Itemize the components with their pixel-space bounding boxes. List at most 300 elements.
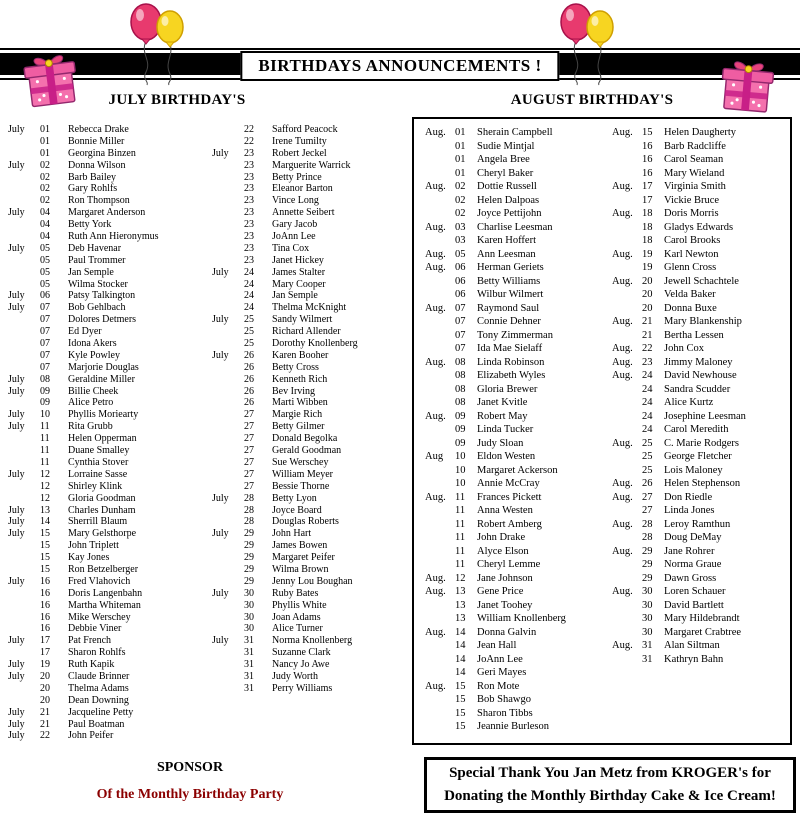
day-number: 10 [455, 451, 466, 462]
month-label [8, 445, 40, 457]
person-name: Norma Graue [664, 559, 722, 570]
month-label: July [8, 575, 25, 587]
month-label [612, 450, 642, 464]
day-number: 02 [455, 181, 466, 192]
month-label [612, 599, 642, 613]
birthday-row [8, 231, 208, 243]
person-name: Jane Johnson [477, 572, 533, 584]
birthday-row [212, 207, 408, 219]
day-number: 04 [40, 219, 50, 231]
month-label [612, 653, 642, 667]
person-name: Judy Worth [272, 670, 318, 682]
birthday-row [8, 183, 208, 195]
birthday-row [425, 693, 607, 707]
day-number: 16 [40, 575, 50, 587]
birthday-row [212, 481, 408, 493]
person-name: Idona Akers [68, 338, 117, 350]
month-label: Aug. [425, 262, 446, 273]
day-number: 24 [244, 266, 254, 278]
birthday-row [612, 599, 788, 613]
month-label [425, 194, 455, 208]
birthday-row [212, 314, 408, 326]
month-label [212, 671, 244, 683]
birthday-row [425, 356, 607, 370]
person-name: Eleanor Barton [272, 183, 333, 195]
day-number: 02 [40, 183, 50, 195]
person-name: Suzanne Clark [272, 647, 331, 659]
person-name: Donna Galvin [477, 626, 537, 638]
person-name: Herman Geriets [477, 262, 544, 273]
person-name: Vince Long [272, 195, 319, 207]
person-name: Dolores Detmers [68, 314, 137, 326]
month-label [425, 342, 455, 356]
person-name: Georgina Binzen [68, 147, 136, 159]
day-number: 06 [40, 290, 50, 302]
person-name: Geraldine Miller [68, 373, 135, 385]
person-name: Ed Dyer [68, 326, 102, 338]
person-name: Marti Wibben [272, 397, 328, 409]
month-label [212, 445, 244, 457]
person-name: Betty Gilmer [272, 421, 325, 433]
month-label [425, 369, 455, 383]
day-number: 15 [40, 540, 50, 552]
birthday-row [212, 445, 408, 457]
person-name: Douglas Roberts [272, 516, 339, 528]
month-label [425, 207, 455, 221]
person-name: Ron Betzelberger [68, 563, 139, 575]
month-label [212, 433, 244, 445]
day-number: 05 [40, 254, 50, 266]
person-name: Alice Turner [272, 623, 323, 635]
month-label: July [212, 314, 229, 326]
birthday-row [612, 315, 788, 329]
person-name: Gerald Goodman [272, 445, 342, 457]
birthday-row [612, 126, 788, 140]
month-label: Aug. [425, 680, 446, 692]
month-label [425, 167, 455, 181]
day-number: 03 [455, 235, 466, 246]
day-number: 19 [642, 262, 653, 273]
month-label [425, 531, 455, 545]
day-number: 25 [244, 314, 254, 326]
birthday-row [212, 409, 408, 421]
person-name: Raymond Saul [477, 302, 540, 314]
birthday-row [212, 647, 408, 659]
birthday-row [212, 172, 408, 184]
month-label [612, 558, 642, 572]
month-label [212, 183, 244, 195]
month-label: Aug. [612, 478, 633, 489]
birthday-row [8, 445, 208, 457]
day-number: 22 [40, 730, 50, 742]
month-label [612, 194, 642, 208]
birthday-row [212, 148, 408, 160]
birthday-row [425, 545, 607, 559]
birthday-row [425, 275, 607, 289]
person-name: James Bowen [272, 540, 328, 552]
person-name: John Cox [664, 343, 704, 354]
month-label [212, 172, 244, 184]
person-name: Bob Gehlbach [68, 302, 126, 314]
month-label [612, 410, 642, 424]
month-label [8, 397, 40, 409]
birthday-row [212, 362, 408, 374]
sponsor-block [10, 760, 370, 803]
birthday-row [612, 491, 788, 505]
birthday-row [8, 552, 208, 564]
day-number: 22 [244, 124, 254, 135]
birthday-row [8, 540, 208, 552]
birthday-row [8, 719, 208, 731]
day-number: 23 [244, 254, 254, 266]
month-label: July [8, 730, 25, 742]
month-label [8, 255, 40, 267]
person-name: Mary Hildebrandt [664, 613, 740, 624]
day-number: 11 [455, 532, 466, 543]
birthday-row [612, 639, 788, 653]
month-label [612, 504, 642, 518]
month-label: Aug. [612, 370, 633, 381]
august-birthday-list-col2 [612, 126, 788, 666]
birthday-row [8, 695, 208, 707]
month-label: July [8, 468, 25, 480]
person-name: Claude Brinner [68, 670, 130, 682]
page-title: BIRTHDAYS ANNOUNCEMENTS ! [240, 51, 559, 81]
birthday-row [212, 124, 408, 136]
month-label [212, 195, 244, 207]
person-name: Carol Brooks [664, 235, 721, 246]
birthday-row [212, 576, 408, 588]
person-name: Mike Werschey [68, 611, 131, 623]
month-label [8, 612, 40, 624]
day-number: 18 [642, 235, 653, 246]
day-number: 24 [642, 383, 653, 395]
birthday-row [612, 207, 788, 221]
month-label [612, 383, 642, 397]
birthday-row [612, 342, 788, 356]
birthday-row [212, 540, 408, 552]
month-label: Aug. [612, 316, 633, 327]
person-name: Bev Irving [272, 385, 316, 397]
day-number: 23 [244, 231, 254, 243]
day-number: 29 [244, 552, 254, 564]
birthday-row [425, 342, 607, 356]
birthday-row [8, 374, 208, 386]
month-label [425, 464, 455, 478]
month-label: July [8, 635, 25, 647]
month-label [212, 243, 244, 255]
person-name: Bertha Lessen [664, 329, 724, 341]
person-name: Doug DeMay [664, 532, 722, 543]
birthday-row [8, 386, 208, 398]
person-name: Connie Dehner [477, 316, 541, 327]
month-label [8, 183, 40, 195]
birthday-row [612, 437, 788, 451]
day-number: 29 [244, 563, 254, 575]
day-number: 31 [642, 653, 653, 665]
birthday-row [425, 612, 607, 626]
birthday-row [425, 288, 607, 302]
day-number: 11 [455, 545, 466, 557]
birthday-row [8, 481, 208, 493]
month-label [212, 576, 244, 588]
birthday-row [212, 683, 408, 695]
month-label [612, 396, 642, 410]
person-name: Margaret Ackerson [477, 464, 558, 476]
month-label: Aug. [612, 275, 633, 287]
birthday-row [212, 457, 408, 469]
day-number: 29 [244, 540, 254, 552]
day-number: 30 [642, 626, 653, 638]
day-number: 01 [455, 154, 466, 165]
birthday-row [425, 518, 607, 532]
month-label: Aug. [612, 248, 633, 260]
person-name: Barb Bailey [68, 171, 117, 183]
birthday-row [425, 666, 607, 680]
day-number: 19 [40, 659, 50, 671]
person-name: Robert Amberg [477, 518, 542, 530]
gift-icon [713, 53, 780, 120]
birthday-row [612, 410, 788, 424]
day-number: 01 [455, 140, 466, 152]
person-name: William Knollenberg [477, 613, 566, 624]
person-name: Mary Gelsthorpe [68, 528, 137, 540]
person-name: Bob Shawgo [477, 694, 531, 705]
day-number: 19 [642, 248, 653, 260]
month-label [612, 140, 642, 154]
person-name: Betty Lyon [272, 492, 317, 504]
month-label [612, 302, 642, 316]
balloons-icon [556, 2, 620, 86]
day-number: 24 [244, 290, 254, 302]
day-number: 15 [455, 694, 466, 705]
person-name: Don Riedle [664, 491, 713, 503]
birthday-row [8, 612, 208, 624]
birthday-row [212, 231, 408, 243]
month-label: July [8, 718, 25, 730]
birthday-row [212, 671, 408, 683]
birthday-row [8, 469, 208, 481]
day-number: 31 [244, 647, 254, 659]
birthday-row [8, 421, 208, 433]
person-name: Shirley Klink [68, 480, 123, 492]
birthday-row [612, 329, 788, 343]
person-name: Ida Mae Sielaff [477, 343, 543, 354]
person-name: Sharon Rohlfs [68, 647, 126, 659]
day-number: 20 [40, 670, 50, 682]
person-name: Bonnie Miller [68, 135, 125, 147]
birthday-row [425, 167, 607, 181]
person-name: David Newhouse [664, 370, 737, 381]
person-name: Marjorie Douglas [68, 361, 139, 373]
month-label [8, 493, 40, 505]
day-number: 21 [642, 329, 653, 341]
person-name: Norma Knollenberg [272, 635, 353, 647]
person-name: Judy Sloan [477, 437, 524, 449]
birthday-row [8, 600, 208, 612]
day-number: 24 [244, 278, 254, 290]
month-label: July [8, 290, 25, 302]
month-label: July [212, 349, 229, 361]
person-name: Bessie Thorne [272, 480, 330, 492]
person-name: Karl Newton [664, 248, 719, 260]
person-name: Angela Bree [477, 154, 530, 165]
month-label: Aug. [612, 356, 633, 368]
month-label [212, 623, 244, 635]
person-name: Billie Cheek [68, 385, 119, 397]
person-name: Robert May [477, 410, 528, 422]
month-label [212, 207, 244, 219]
month-label [212, 124, 244, 136]
month-label [212, 255, 244, 267]
month-label [8, 362, 40, 374]
month-label [212, 481, 244, 493]
day-number: 18 [642, 208, 653, 219]
day-number: 01 [455, 127, 466, 138]
day-number: 07 [40, 314, 50, 326]
gift-icon [16, 46, 85, 115]
day-number: 24 [244, 302, 254, 314]
month-label [612, 288, 642, 302]
month-label: Aug. [425, 221, 446, 233]
day-number: 28 [642, 518, 653, 530]
month-label [8, 647, 40, 659]
person-name: Wilbur Wilmert [477, 289, 544, 300]
month-label [212, 421, 244, 433]
day-number: 09 [455, 424, 466, 435]
person-name: Margaret Anderson [68, 207, 146, 219]
person-name: Gary Jacob [272, 219, 318, 231]
month-label [212, 326, 244, 338]
birthday-row [612, 531, 788, 545]
day-number: 07 [40, 326, 50, 338]
person-name: Carol Seaman [664, 154, 724, 165]
month-label [212, 540, 244, 552]
person-name: Paul Trommer [68, 254, 126, 266]
birthday-row [8, 338, 208, 350]
day-number: 27 [244, 421, 254, 433]
person-name: Martha Whiteman [68, 599, 141, 611]
month-label [8, 136, 40, 148]
day-number: 20 [40, 694, 50, 706]
day-number: 08 [455, 370, 466, 381]
month-label [212, 647, 244, 659]
month-label [425, 288, 455, 302]
person-name: Mary Wieland [664, 167, 725, 179]
month-label: July [212, 147, 229, 159]
july-heading: JULY BIRTHDAY'S [108, 92, 246, 108]
person-name: Richard Allender [272, 326, 341, 338]
day-number: 17 [40, 647, 50, 659]
birthday-row [425, 477, 607, 491]
day-number: 30 [244, 623, 254, 635]
birthday-row [8, 195, 208, 207]
day-number: 07 [40, 302, 50, 314]
person-name: Ruby Bates [272, 587, 319, 599]
birthday-row [212, 219, 408, 231]
person-name: Kyle Powley [68, 349, 120, 361]
person-name: Debbie Viner [68, 623, 122, 635]
day-number: 23 [244, 159, 254, 171]
person-name: David Bartlett [664, 599, 724, 611]
day-number: 01 [40, 124, 50, 135]
day-number: 12 [40, 480, 50, 492]
person-name: Sandra Scudder [664, 383, 731, 395]
month-label: July [8, 159, 25, 171]
person-name: Frances Pickett [477, 491, 542, 503]
month-label [425, 329, 455, 343]
month-label [425, 518, 455, 532]
person-name: Helen Daugherty [664, 127, 737, 138]
person-name: Gary Rohlfs [68, 183, 118, 195]
birthday-row [212, 564, 408, 576]
birthday-row [612, 167, 788, 181]
day-number: 20 [642, 275, 653, 287]
person-name: Margaret Peifer [272, 552, 335, 564]
day-number: 31 [244, 682, 254, 694]
birthday-row [612, 302, 788, 316]
day-number: 15 [455, 707, 466, 719]
month-label [212, 457, 244, 469]
person-name: Jeannie Burleson [477, 721, 550, 732]
birthday-row [425, 720, 607, 734]
day-number: 13 [455, 613, 466, 624]
day-number: 11 [40, 421, 50, 433]
person-name: Alan Siltman [664, 640, 720, 651]
birthday-row [612, 464, 788, 478]
month-label [8, 314, 40, 326]
month-label [8, 148, 40, 160]
day-number: 13 [455, 586, 466, 597]
month-label [425, 653, 455, 667]
person-name: Charlise Leesman [477, 221, 553, 233]
person-name: Sandy Wilmert [272, 314, 333, 326]
person-name: Doris Langenbahn [68, 587, 143, 599]
day-number: 08 [40, 373, 50, 385]
person-name: Alyce Elson [477, 545, 529, 557]
day-number: 21 [40, 718, 50, 730]
month-label [8, 326, 40, 338]
birthday-row [425, 383, 607, 397]
day-number: 11 [455, 518, 466, 530]
month-label [8, 481, 40, 493]
day-number: 14 [455, 626, 466, 638]
person-name: Lorraine Sasse [68, 468, 128, 480]
day-number: 16 [642, 167, 653, 179]
day-number: 14 [455, 653, 466, 665]
person-name: Annie McCray [477, 478, 540, 489]
month-label [425, 153, 455, 167]
birthday-row [8, 409, 208, 421]
thank-you-box [424, 757, 796, 813]
day-number: 30 [244, 611, 254, 623]
day-number: 13 [455, 599, 466, 611]
month-label: July [212, 635, 229, 647]
august-heading: AUGUST BIRTHDAY'S [510, 92, 674, 108]
month-label [212, 612, 244, 624]
day-number: 26 [244, 361, 254, 373]
person-name: Perry Williams [272, 682, 333, 694]
day-number: 15 [40, 563, 50, 575]
birthday-row [8, 433, 208, 445]
day-number: 30 [244, 587, 254, 599]
day-number: 10 [455, 464, 466, 476]
day-number: 27 [642, 505, 653, 516]
birthday-row [425, 626, 607, 640]
person-name: Wilma Stocker [68, 278, 128, 290]
month-label [8, 600, 40, 612]
person-name: Jan Semple [68, 266, 114, 278]
